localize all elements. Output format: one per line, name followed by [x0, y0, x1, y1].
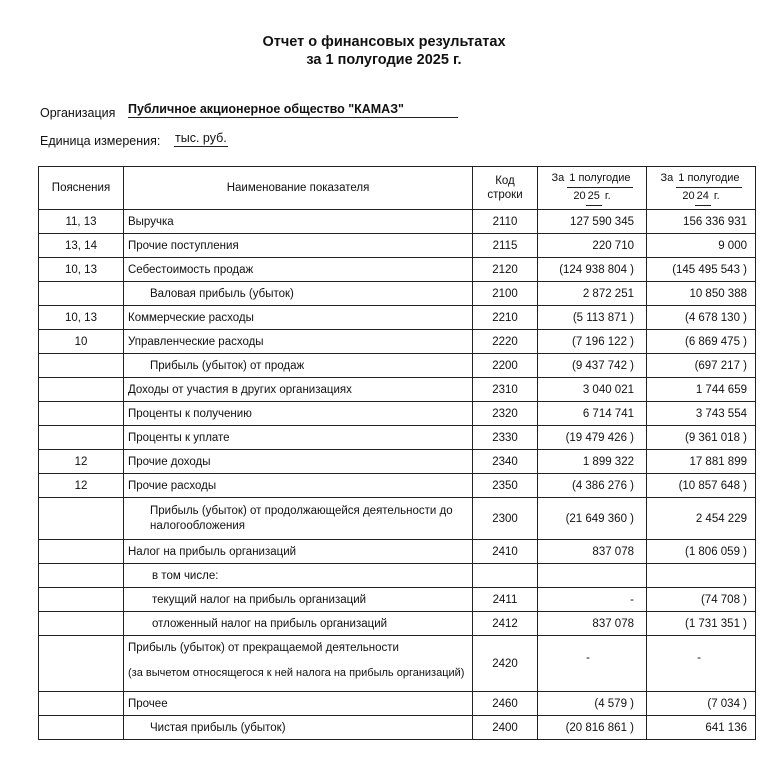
organization-label: Организация: [40, 106, 116, 120]
row-other-income: 12 Прочие доходы 2340 1 899 322 17 881 899: [39, 450, 756, 474]
row-profit-before-tax: Прибыль (убыток) от продолжающейся деятельности до налогообложения 2300 (21 649 360 ) 2 454 229: [39, 498, 756, 540]
row-including: в том числе:: [39, 564, 756, 588]
period-current-label: 1 полугодие: [567, 170, 632, 188]
period-current-year: 25: [586, 188, 602, 206]
row-net-profit: Чистая прибыль (убыток) 2400 (20 816 861 ) 641 136: [39, 716, 756, 740]
row-current-income-tax: текущий налог на прибыль организаций 2411 - (74 708 ): [39, 588, 756, 612]
period-previous-label: 1 полугодие: [676, 170, 741, 188]
row-income-from-participation: Доходы от участия в других организациях 2310 3 040 021 1 744 659: [39, 378, 756, 402]
row-gross-profit: Валовая прибыль (убыток) 2100 2 872 251 10 850 388: [39, 282, 756, 306]
report-period: за 1 полугодие 2025 г.: [306, 52, 462, 68]
row-selling-expenses: 10, 13 Коммерческие расходы 2210 (5 113 871 ) (4 678 130 ): [39, 306, 756, 330]
report-title: Отчет о финансовых результатах: [262, 34, 506, 50]
row-deferred-income-tax: отложенный налог на прибыль организаций 2412 837 078 (1 731 351 ): [39, 612, 756, 636]
discontinued-label: Прибыль (убыток) от прекращаемой деятельности: [128, 642, 399, 654]
header-indicator-name: Наименование показателя: [124, 167, 473, 210]
header-line-code: Код строки: [473, 167, 538, 210]
period-previous-year: 24: [695, 188, 711, 206]
header-period-previous: За 1 полугодие 20 24 г.: [647, 167, 756, 210]
row-profit-from-sales: Прибыль (убыток) от продаж 2200 (9 437 742 ) (697 217 ): [39, 354, 756, 378]
header-notes: Пояснения: [39, 167, 124, 210]
header-period-current: За 1 полугодие 20 25 г.: [538, 167, 647, 210]
row-other-receipts: 13, 14 Прочие поступления 2115 220 710 9 000: [39, 234, 756, 258]
row-other: Прочее 2460 (4 579 ) (7 034 ): [39, 692, 756, 716]
row-interest-payable: Проценты к уплате 2330 (19 479 426 ) (9 361 018 ): [39, 426, 756, 450]
row-admin-expenses: 10 Управленческие расходы 2220 (7 196 122 ) (6 869 475 ): [39, 330, 756, 354]
unit-value: тыс. руб.: [175, 131, 227, 145]
row-income-tax: Налог на прибыль организаций 2410 837 078 (1 806 059 ): [39, 540, 756, 564]
financial-results-table: [38, 166, 756, 740]
discontinued-note: (за вычетом относящегося к ней налога на прибыль организаций): [128, 667, 465, 679]
organization-value: Публичное акционерное общество "КАМАЗ": [128, 102, 458, 118]
row-revenue: 11, 13 Выручка 2110 127 590 345 156 336 931: [39, 210, 756, 234]
unit-label: Единица измерения:: [40, 134, 161, 148]
row-other-expenses: 12 Прочие расходы 2350 (4 386 276 ) (10 857 648 ): [39, 474, 756, 498]
row-discontinued-operations: Прибыль (убыток) от прекращаемой деятельности (за вычетом относящегося к ней налога на прибыль организаций) 2420 - -: [39, 636, 756, 692]
row-cost-of-sales: 10, 13 Себестоимость продаж 2120 (124 938 804 ) (145 495 543 ): [39, 258, 756, 282]
row-interest-receivable: Проценты к получению 2320 6 714 741 3 743 554: [39, 402, 756, 426]
